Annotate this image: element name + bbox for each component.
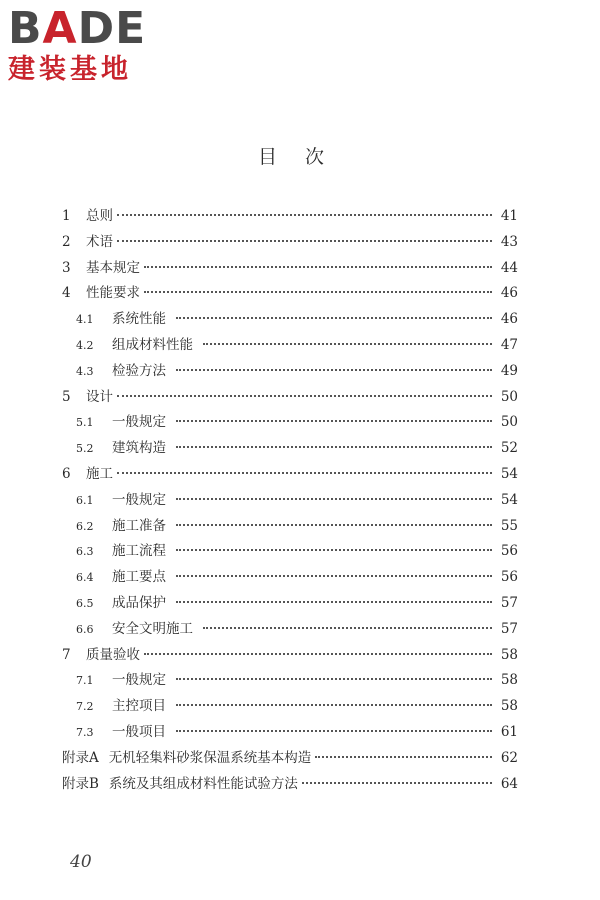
toc-entry-page: 54	[500, 491, 518, 508]
toc-entry-page: 49	[500, 362, 518, 379]
toc-entry-title: 系统性能	[112, 311, 166, 328]
toc-entry-page: 64	[500, 775, 518, 792]
toc-entry[interactable]	[62, 333, 518, 359]
toc-leader-dots	[117, 240, 492, 242]
toc-leader-dots	[117, 395, 492, 397]
toc-leader-dots	[176, 524, 492, 526]
toc-entry[interactable]	[62, 565, 518, 591]
toc-entry-number: 3	[62, 259, 71, 276]
toc-entry[interactable]	[62, 720, 518, 746]
toc-entry-page: 47	[500, 336, 518, 353]
toc-entry[interactable]	[62, 746, 518, 772]
logo-wordmark	[8, 3, 178, 54]
toc-entry-number: 7.2	[76, 700, 94, 714]
toc-entry-page: 50	[500, 388, 518, 405]
toc-entry-number: 6.2	[76, 519, 94, 533]
toc-entry-title: 主控项目	[112, 698, 166, 715]
toc-entry[interactable]	[62, 307, 518, 333]
toc-entry-page: 56	[500, 543, 518, 560]
toc-entry-title: 施工要点	[112, 569, 166, 586]
toc-entry-number: 4.1	[76, 313, 94, 327]
toc-entry[interactable]	[62, 617, 518, 643]
toc-entry[interactable]	[62, 204, 518, 230]
toc-entry-title: 一般规定	[112, 672, 166, 689]
toc-entry-number: 4	[62, 285, 71, 302]
toc-leader-dots	[144, 291, 492, 293]
toc-entry-number: 5.2	[76, 442, 94, 456]
toc-entry-number: 6.1	[76, 493, 94, 507]
toc-entry-title: 性能要求	[86, 285, 140, 302]
toc-entry-title: 成品保护	[112, 594, 166, 611]
toc-leader-dots	[176, 730, 492, 732]
toc-entry-title: 组成材料性能	[112, 336, 193, 353]
toc-heading: 目次	[257, 146, 352, 168]
toc-entry[interactable]	[62, 539, 518, 565]
toc-leader-dots	[176, 678, 492, 680]
toc-leader-dots	[176, 575, 492, 577]
toc-entry[interactable]	[62, 488, 518, 514]
table-of-contents	[62, 204, 518, 797]
toc-entry-title: 系统及其组成材料性能试验方法	[108, 775, 298, 792]
toc-leader-dots	[144, 266, 492, 268]
toc-entry-title: 设计	[86, 388, 113, 405]
toc-entry-title: 安全文明施工	[112, 620, 193, 637]
toc-entry-number: 6.3	[76, 545, 94, 559]
toc-entry[interactable]	[62, 643, 518, 669]
toc-entry-number: 1	[62, 208, 71, 224]
toc-entry-page: 54	[500, 465, 518, 482]
toc-entry-title: 基本规定	[86, 259, 140, 276]
toc-entry-number: 6.5	[76, 596, 94, 610]
toc-leader-dots	[302, 782, 492, 784]
toc-entry-page: 62	[500, 749, 518, 766]
toc-entry-title: 术语	[86, 233, 113, 250]
toc-entry-number: 7.3	[76, 725, 94, 739]
toc-leader-dots	[203, 627, 492, 629]
toc-leader-dots	[176, 369, 492, 371]
toc-entry-number: 5.1	[76, 416, 94, 430]
toc-entry-page: 55	[500, 517, 518, 534]
toc-leader-dots	[144, 653, 492, 655]
toc-leader-dots	[176, 498, 492, 500]
toc-entry[interactable]	[62, 668, 518, 694]
toc-entry-title: 总则	[86, 208, 113, 224]
toc-entry-number: 6.4	[76, 571, 94, 585]
toc-leader-dots	[176, 446, 492, 448]
toc-entry-number: 7.1	[76, 674, 94, 688]
toc-entry-page: 58	[500, 672, 518, 689]
logo-letter-a: A	[42, 3, 78, 54]
toc-entry-page: 58	[500, 646, 518, 663]
toc-entry-page: 44	[500, 259, 518, 276]
toc-leader-dots	[176, 601, 492, 603]
toc-leader-dots	[203, 343, 492, 345]
logo-letters-de: DE	[77, 3, 147, 54]
toc-entry-title: 质量验收	[86, 646, 140, 663]
toc-entry[interactable]	[62, 256, 518, 282]
toc-entry-title: 一般规定	[112, 414, 166, 431]
toc-entry-page: 56	[500, 569, 518, 586]
toc-entry[interactable]	[62, 436, 518, 462]
toc-entry[interactable]	[62, 462, 518, 488]
toc-entry[interactable]	[62, 359, 518, 385]
toc-entry-number: 5	[62, 388, 71, 405]
toc-entry-title: 施工	[86, 465, 113, 482]
toc-entry[interactable]	[62, 230, 518, 256]
toc-entry[interactable]	[62, 591, 518, 617]
toc-entry-page: 52	[500, 440, 518, 457]
toc-entry-page: 50	[500, 414, 518, 431]
toc-entry[interactable]	[62, 694, 518, 720]
logo-subtitle: 建装基地	[8, 54, 132, 85]
toc-entry-page: 41	[500, 208, 518, 224]
toc-entry-number: 6	[62, 465, 71, 482]
toc-entry[interactable]	[62, 281, 518, 307]
toc-entry-number: 6.6	[76, 622, 94, 636]
brand-logo	[8, 3, 178, 86]
toc-leader-dots	[315, 756, 492, 758]
toc-entry-number: 4.3	[76, 364, 94, 378]
page-number: 40	[70, 852, 92, 872]
toc-entry[interactable]	[62, 514, 518, 540]
toc-entry-title: 建筑构造	[112, 440, 166, 457]
toc-entry-number: 2	[62, 233, 71, 250]
logo-letter-b: B	[8, 3, 43, 54]
toc-entry-page: 57	[500, 620, 518, 637]
toc-entry-number: 附录A	[62, 749, 99, 766]
toc-entry-title: 一般项目	[112, 723, 166, 740]
toc-entry-page: 57	[500, 594, 518, 611]
toc-leader-dots	[117, 472, 492, 474]
toc-entry-title: 检验方法	[112, 362, 166, 379]
toc-entry-title: 一般规定	[112, 491, 166, 508]
toc-entry-page: 61	[500, 723, 518, 740]
toc-entry-page: 46	[500, 285, 518, 302]
toc-entry-page: 43	[500, 233, 518, 250]
toc-leader-dots	[176, 704, 492, 706]
toc-entry-title: 施工准备	[112, 517, 166, 534]
toc-entry[interactable]	[62, 772, 518, 798]
toc-entry-title: 无机轻集料砂浆保温系统基本构造	[108, 749, 312, 766]
toc-entry-page: 46	[500, 311, 518, 328]
toc-leader-dots	[176, 317, 492, 319]
toc-leader-dots	[117, 214, 492, 216]
toc-leader-dots	[176, 549, 492, 551]
toc-entry[interactable]	[62, 385, 518, 411]
toc-entry[interactable]	[62, 410, 518, 436]
toc-entry-title: 施工流程	[112, 543, 166, 560]
toc-entry-number: 4.2	[76, 338, 94, 352]
toc-entry-number: 7	[62, 646, 71, 663]
toc-entry-number: 附录B	[62, 775, 99, 792]
toc-entry-page: 58	[500, 698, 518, 715]
toc-leader-dots	[176, 420, 492, 422]
